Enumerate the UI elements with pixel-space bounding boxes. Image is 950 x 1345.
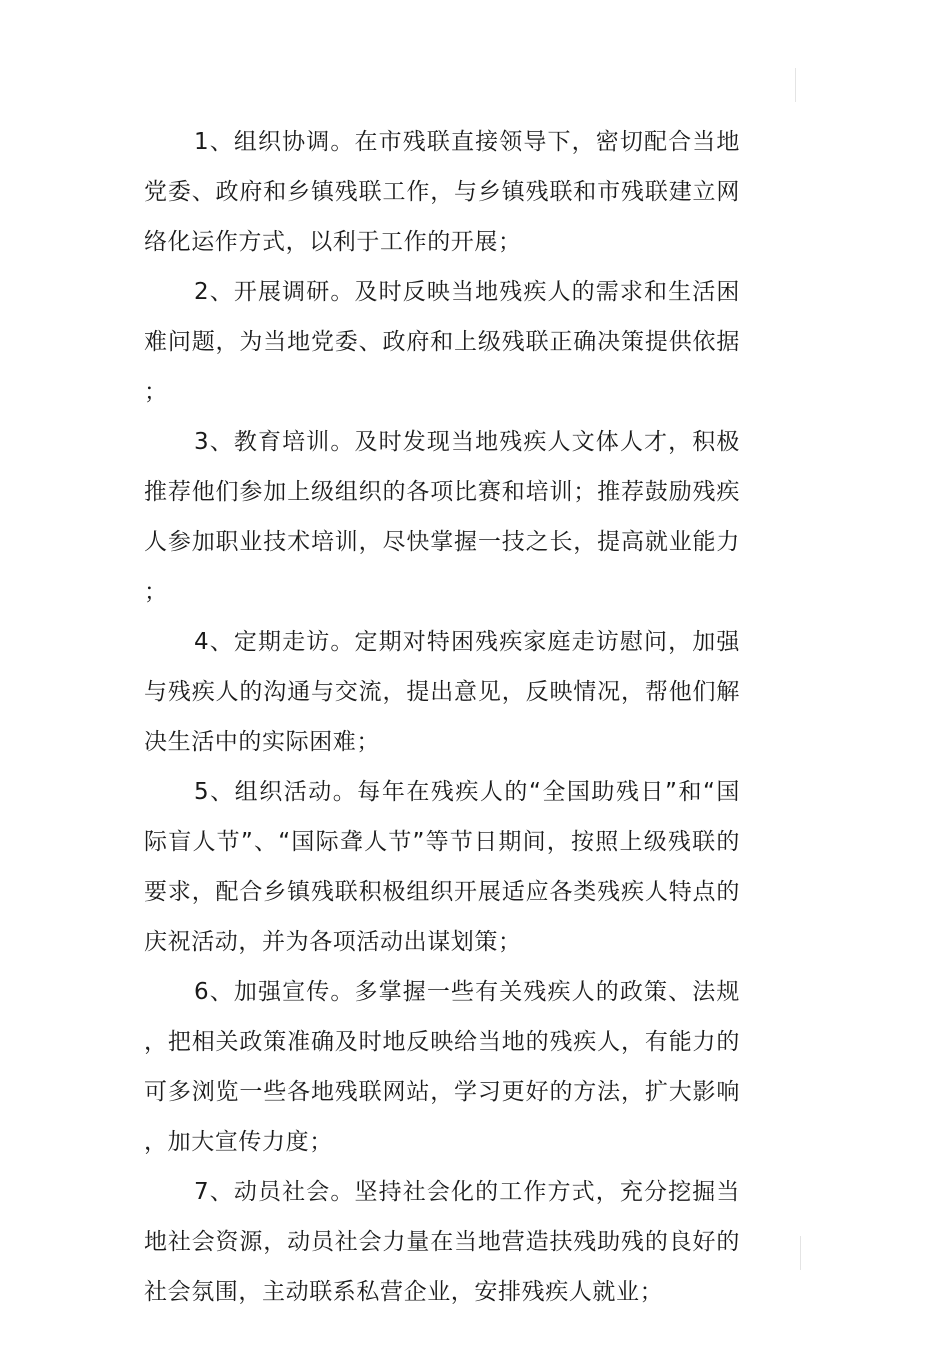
document-body <box>144 117 740 1317</box>
paragraph-mobilize-society: 7、动员社会。坚持社会化的工作方式，充分挖掘当地社会资源，动员社会力量在当地营造扶残助残的良好的社会氛围，主动联系私营企业，安排残疾人就业； <box>144 1179 740 1305</box>
page-edge-mark-bottom <box>800 1236 801 1270</box>
paragraph-publicity: 6、加强宣传。多掌握一些有关残疾人的政策、法规，把相关政策准确及时地反映给当地的残疾人，有能力的可多浏览一些各地残联网站，学习更好的方法，扩大影响，加大宣传力度； <box>144 979 740 1155</box>
paragraph-research: 2、开展调研。及时反映当地残疾人的需求和生活困难问题，为当地党委、政府和上级残联正确决策提供依据； <box>144 279 740 405</box>
paragraph-regular-visits: 4、定期走访。定期对特困残疾家庭走访慰问，加强与残疾人的沟通与交流，提出意见，反映情况，帮他们解决生活中的实际困难； <box>144 629 740 755</box>
page-edge-mark-top <box>795 68 796 102</box>
paragraph-organize-activities: 5、组织活动。每年在残疾人的“全国助残日”和“国际盲人节”、“国际聋人节”等节日期间，按照上级残联的要求，配合乡镇残联积极组织开展适应各类残疾人特点的庆祝活动，并为各项活动出谋划策； <box>144 779 740 955</box>
paragraph-education-training: 3、教育培训。及时发现当地残疾人文体人才，积极推荐他们参加上级组织的各项比赛和培训；推荐鼓励残疾人参加职业技术培训，尽快掌握一技之长，提高就业能力； <box>144 429 740 605</box>
paragraph-organize-coordinate: 1、组织协调。在市残联直接领导下，密切配合当地党委、政府和乡镇残联工作，与乡镇残联和市残联建立网络化运作方式，以利于工作的开展； <box>144 129 740 255</box>
